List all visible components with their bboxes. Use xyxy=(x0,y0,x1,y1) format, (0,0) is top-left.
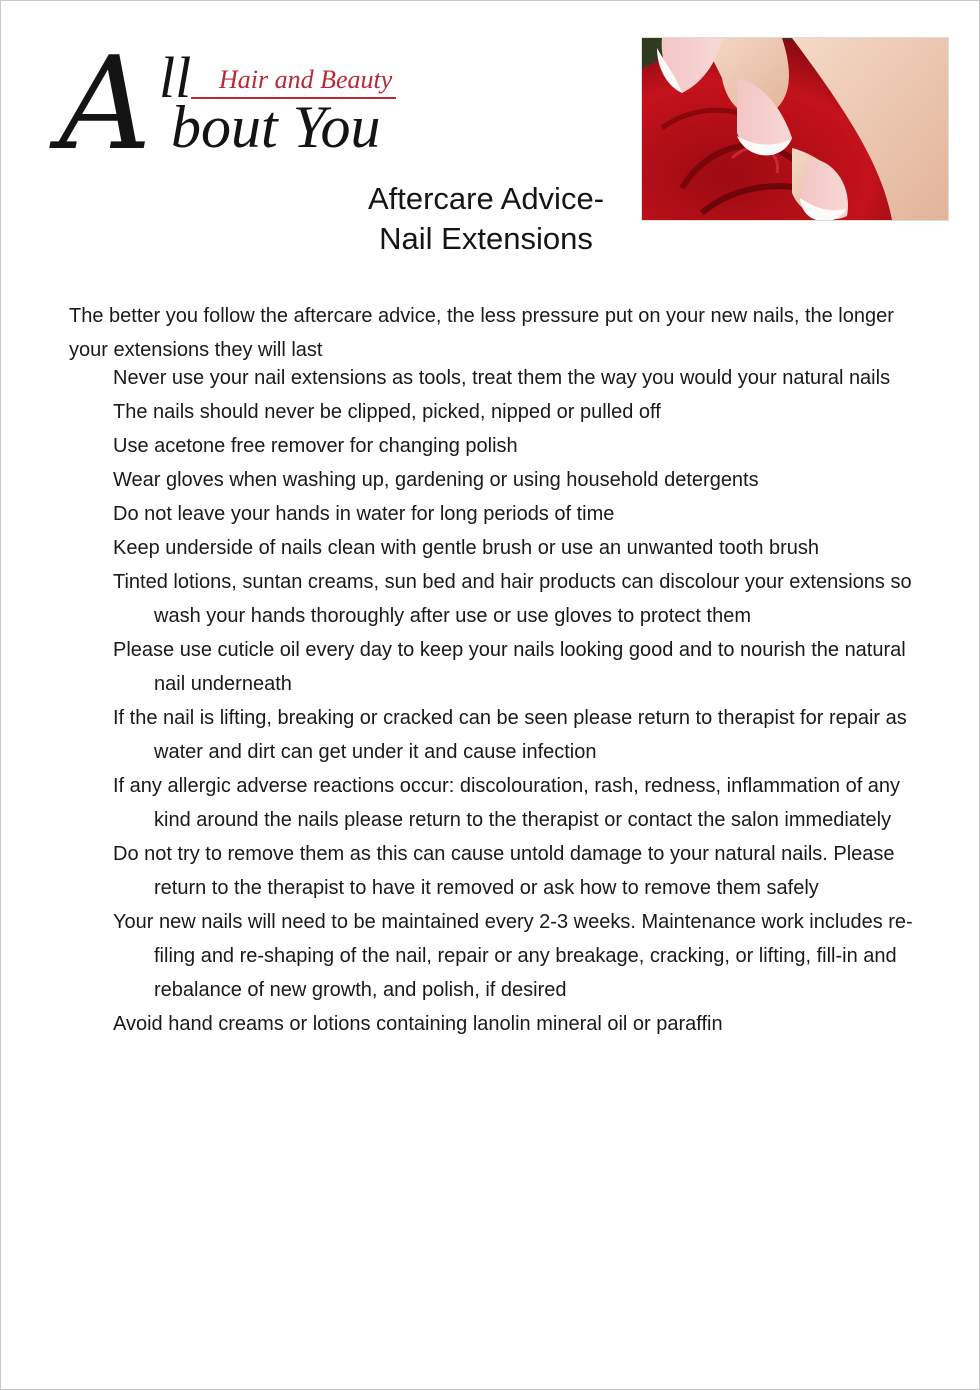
advice-item: Please use cuticle oil every day to keep your nails looking good and to nourish the natural nail underneath xyxy=(113,639,906,695)
title-line-1: Aftercare Advice- xyxy=(367,181,605,216)
advice-list xyxy=(113,361,913,1041)
advice-item: If any allergic adverse reactions occur: discolouration, rash, redness, inflammation of any kind around the nails please return to the therapist or contact the salon immediately xyxy=(113,775,901,831)
advice-item: Avoid hand creams or lotions containing lanolin mineral oil or paraffin xyxy=(113,1013,723,1035)
advice-item: Your new nails will need to be maintained every 2-3 weeks. Maintenance work includes re-filing and re-shaping of the nail, repair or any breakage, cracking, or lifting, fill-in and rebalance of new growth, and polish, if desired xyxy=(113,911,913,1001)
logo-tagline: Hair and Beauty xyxy=(219,65,393,94)
intro-paragraph: The better you follow the aftercare advice, the less pressure put on your new nails, the longer your extensions they will last xyxy=(69,305,894,361)
page-title xyxy=(331,179,641,259)
nail-extensions-photo-icon xyxy=(641,37,949,221)
advice-item: Do not try to remove them as this can cause untold damage to your natural nails. Please return to the therapist to have it removed or ask how to remove them safely xyxy=(113,843,895,899)
advice-item: Keep underside of nails clean with gentle brush or use an unwanted tooth brush xyxy=(113,537,820,559)
advice-item: If the nail is lifting, breaking or cracked can be seen please return to therapist for repair as water and dirt can get under it and cause infection xyxy=(113,707,907,763)
advice-item: Wear gloves when washing up, gardening or using household detergents xyxy=(113,469,759,491)
logo-letter-a: A xyxy=(59,30,152,179)
advice-item: The nails should never be clipped, picked, nipped or pulled off xyxy=(113,401,661,423)
advice-item: Never use your nail extensions as tools, treat them the way you would your natural nails xyxy=(113,367,891,389)
advice-item: Use acetone free remover for changing polish xyxy=(113,435,518,457)
advice-item: Do not leave your hands in water for long periods of time xyxy=(113,503,615,525)
title-line-2: Nail Extensions xyxy=(379,221,593,256)
advice-item: Tinted lotions, suntan creams, sun bed and hair products can discolour your extensions so wash your hands thoroughly after use or use gloves to protect them xyxy=(113,571,912,627)
logo-letters-ll: ll xyxy=(159,45,192,110)
logo-wordmark: bout You xyxy=(171,94,381,160)
salon-logo xyxy=(53,30,403,179)
